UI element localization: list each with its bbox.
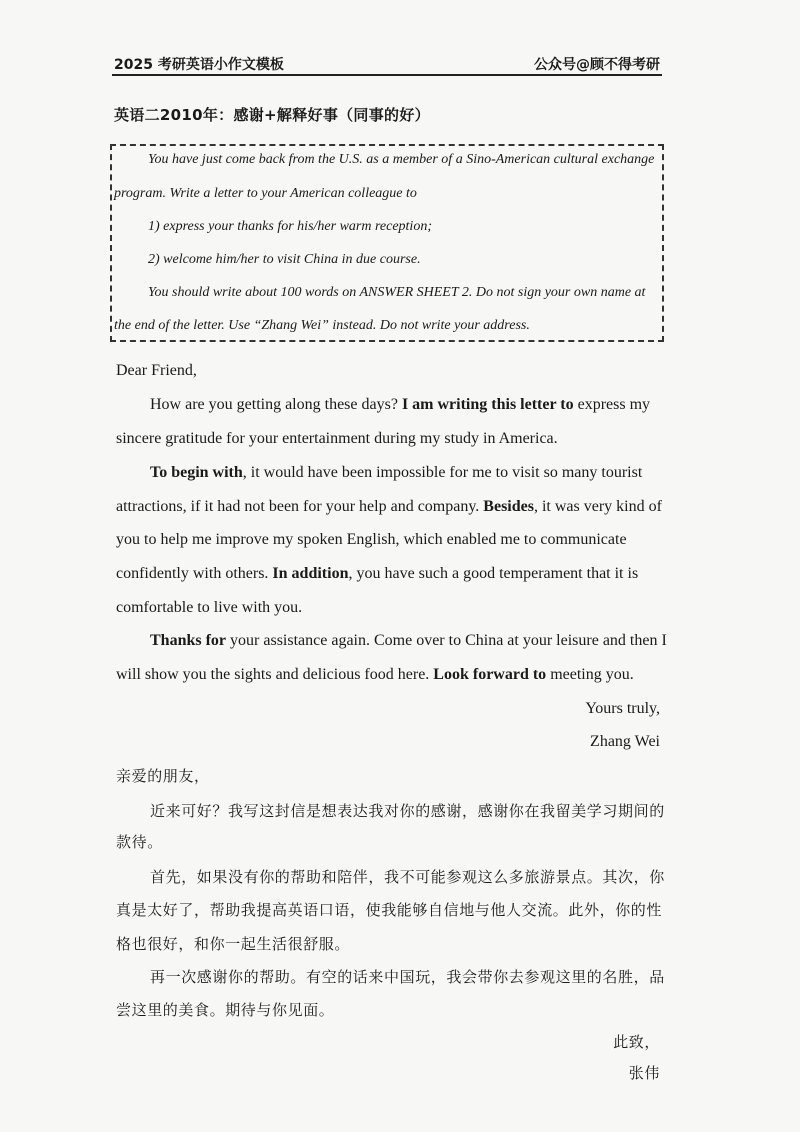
paragraph-line: will show you the sights and delicious food here. Look forward to meeting you. bbox=[116, 666, 634, 683]
prompt-line: 2) welcome him/her to visit China in due course. bbox=[148, 252, 421, 267]
paragraph-line: you to help me improve my spoken English, which enabled me to communicate bbox=[116, 531, 627, 548]
zh-paragraph-line: 再一次感谢你的帮助。有空的话来中国玩，我会带你去参观这里的名胜，品 bbox=[150, 968, 665, 986]
paragraph-line: Thanks for your assistance again. Come over to China at your leisure and then I bbox=[150, 632, 667, 649]
header-title: 2025 考研英语小作文模板 bbox=[114, 57, 284, 73]
prompt-line: You should write about 100 words on ANSWER SHEET 2. Do not sign your own name at bbox=[148, 285, 646, 300]
prompt-line: 1) express your thanks for his/her warm reception; bbox=[148, 219, 432, 234]
letter-salutation: Dear Friend, bbox=[116, 362, 197, 379]
prompt-line: the end of the letter. Use “Zhang Wei” instead. Do not write your address. bbox=[114, 318, 530, 333]
section-title: 英语二2010年：感谢+解释好事（同事的好） bbox=[114, 106, 430, 124]
prompt-box bbox=[110, 144, 664, 342]
zh-paragraph-line: 格也很好，和你一起生活很舒服。 bbox=[116, 935, 351, 953]
letter-signature: Zhang Wei bbox=[590, 733, 660, 750]
paragraph-line: confidently with others. In addition, you have such a good temperament that it is bbox=[116, 565, 639, 582]
header-divider bbox=[112, 74, 662, 76]
paragraph-line: How are you getting along these days? I am writing this letter to express my bbox=[150, 396, 651, 413]
paragraph-line: To begin with, it would have been impossible for me to visit so many tourist bbox=[150, 464, 643, 481]
prompt-line: You have just come back from the U.S. as a member of a Sino-American cultural exchange bbox=[148, 152, 655, 167]
zh-paragraph-line: 真是太好了，帮助我提高英语口语，使我能够自信地与他人交流。此外，你的性 bbox=[116, 901, 663, 919]
paragraph-line: comfortable to live with you. bbox=[116, 599, 303, 616]
letter-closing: Yours truly, bbox=[585, 700, 660, 717]
zh-closing: 此致， bbox=[613, 1033, 660, 1051]
zh-paragraph-line: 首先，如果没有你的帮助和陪伴，我不可能参观这么多旅游景点。其次，你 bbox=[150, 868, 665, 886]
prompt-line: program. Write a letter to your American colleague to bbox=[114, 186, 417, 201]
zh-signature: 张伟 bbox=[628, 1064, 660, 1082]
zh-paragraph-line: 款待。 bbox=[116, 833, 163, 851]
header-source: 公众号@顾不得考研 bbox=[534, 57, 660, 73]
zh-paragraph-line: 近来可好？我写这封信是想表达我对你的感谢，感谢你在我留美学习期间的 bbox=[150, 802, 665, 820]
paragraph-line: sincere gratitude for your entertainment during my study in America. bbox=[116, 430, 558, 447]
zh-salutation: 亲爱的朋友， bbox=[116, 767, 210, 785]
paragraph-line: attractions, if it had not been for your help and company. Besides, it was very kind of bbox=[116, 498, 662, 515]
page-header bbox=[114, 50, 660, 76]
zh-paragraph-line: 尝这里的美食。期待与你见面。 bbox=[116, 1001, 335, 1019]
